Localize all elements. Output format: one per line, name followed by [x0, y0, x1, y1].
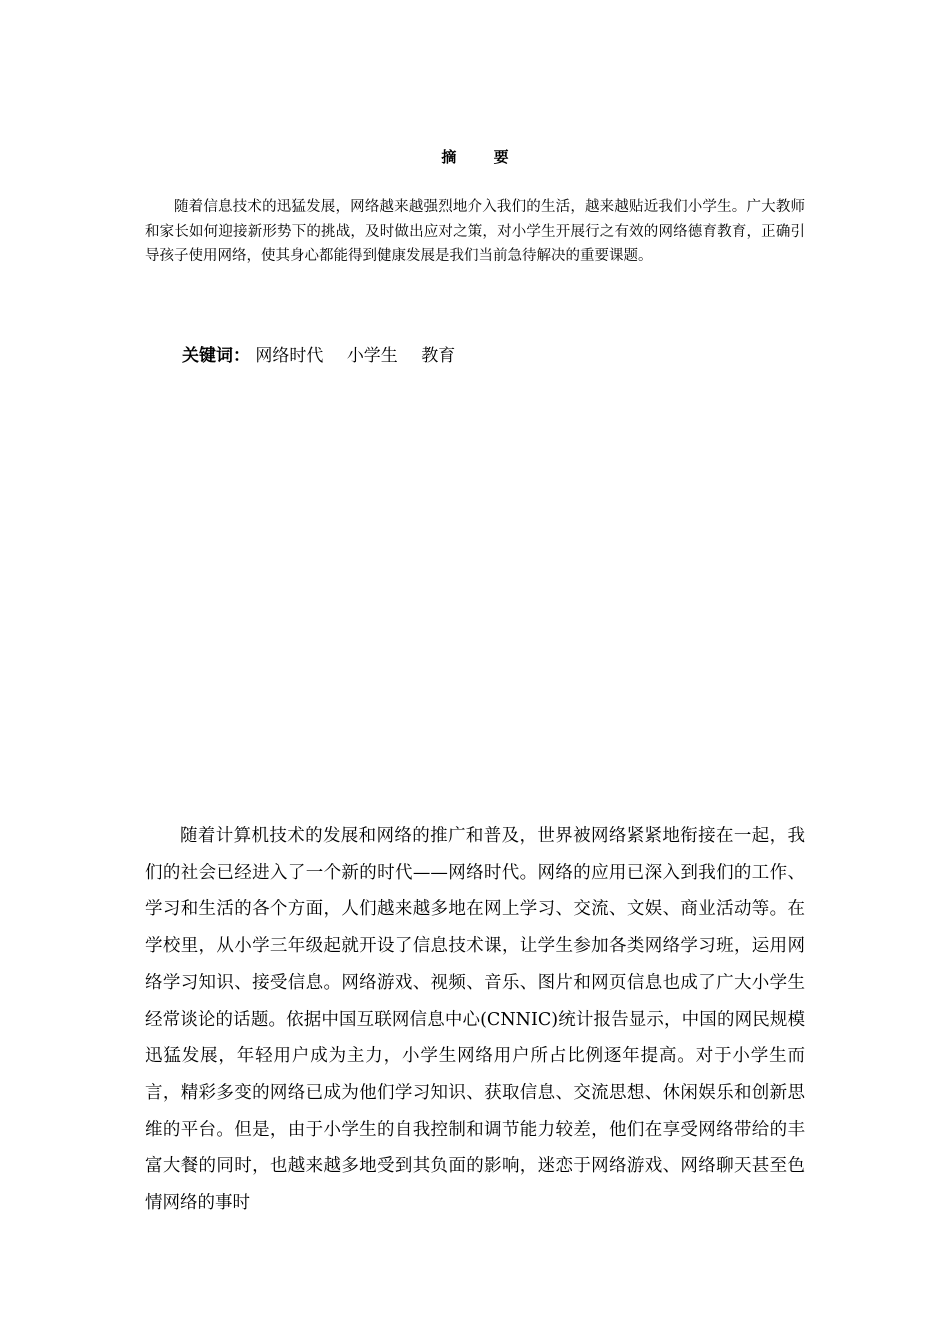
keyword-item: 教育 [421, 346, 456, 366]
keywords-line [182, 344, 473, 368]
abstract-title: 摘 要 [441, 148, 525, 166]
main-paragraph: 随着计算机技术的发展和网络的推广和普及，世界被网络紧紧地衔接在一起，我们的社会已经进入了一个新的时代——网络时代。网络的应用已深入到我们的工作、学习和生活的各个方面，人们越来越多地在网上学习、交流、文娱、商业活动等。在学校里，从小学三年级起就开设了信息技术课，让学生参加各类网络学习班，运用网络学习知识、接受信息。网络游戏、视频、音乐、图片和网页信息也成了广大小学生经常谈论的话题。依据中国互联网信息中心(CNNIC)统计报告显示，中国的网民规模迅猛发展，年轻用户成为主力，小学生网络用户所占比例逐年提高。对于小学生而言，精彩多变的网络已成为他们学习知识、获取信息、交流思想、休闲娱乐和创新思维的平台。但是，由于小学生的自我控制和调节能力较差，他们在享受网络带给的丰富大餐的同时，也越来越多地受到其负面的影响，迷恋于网络游戏、网络聊天甚至色情网络的事时 [145, 826, 805, 1214]
keywords-label: 关键词： [182, 346, 250, 366]
abstract-body: 随着信息技术的迅猛发展，网络越来越强烈地介入我们的生活，越来越贴近我们小学生。广大教师和家长如何迎接新形势下的挑战，及时做出应对之策，对小学生开展行之有效的网络德育教育，正确引导孩子使用网络，使其身心都能得到健康发展是我们当前急待解决的重要课题。 [145, 199, 805, 264]
keyword-item: 小学生 [346, 346, 398, 366]
keyword-item: 网络时代 [255, 346, 324, 366]
